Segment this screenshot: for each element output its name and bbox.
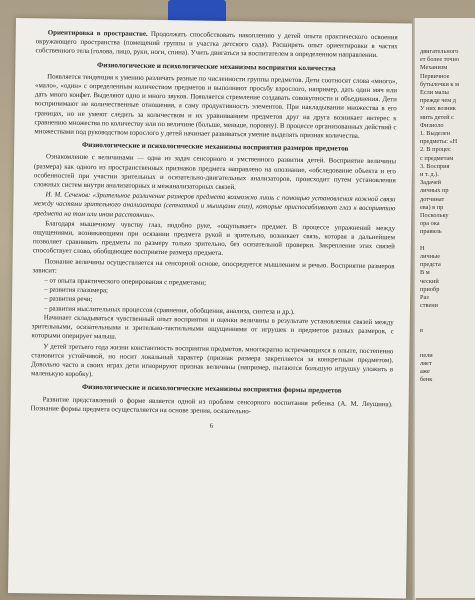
next-page-line: в xyxy=(420,326,423,334)
next-page-line: У них возник xyxy=(420,105,456,113)
list-item: – развития мыслительных процессов (сравнения, обобщения, анализа, синтеза и др.). xyxy=(43,305,295,316)
next-page-line: Н xyxy=(420,244,425,252)
next-page-line: приобр xyxy=(420,285,440,293)
next-page-line xyxy=(420,311,475,319)
next-page-line: дотчинат xyxy=(420,195,445,203)
next-page-line xyxy=(420,319,475,327)
paragraph-form: Развитие представлений о форме является одной из проблем сенсорного воспитания ребенка (А. М. Леушина). Познание формы предмета осуществляется на основе зрения, осязательно- xyxy=(30,395,393,416)
next-page-line: Если малы xyxy=(420,89,449,97)
intro-paragraph xyxy=(35,28,397,61)
paragraph-size-6: У детей третьего года жизни константность восприятия предметов, многократно встречающихся в опыте, постепенно становится устойчивой, но носит локальный характер (признак размера закрепляется за конкретным предметом). Довольно часто в своих играх дети игнорируют признак величины (например, пытаются большую игрушку уложить в маленькую коробку). xyxy=(30,342,394,379)
next-page-line: прежде чем д xyxy=(420,97,456,105)
next-page-line: ора ока xyxy=(420,220,440,228)
next-page-edge xyxy=(415,18,475,598)
list-item: – от опыта практического оперирования с предметами; xyxy=(44,277,207,287)
paragraph-size-5: Начинает складываться чувственный опыт восприятия и оценки величины в результате установления связей между зрительными, осязательными и зрительно-тактильными ощущениями от игрушек и предметов разных размеров, с которыми оперирует малыш. xyxy=(31,314,394,341)
next-page-line: 3. Восприя xyxy=(420,162,450,170)
next-page-line: личные xyxy=(420,253,441,261)
next-page-line: личных пр xyxy=(420,187,449,195)
paragraph-quantity: Появляется тенденция к умению различать разные по численности группы предметов. Дети соотносят слова «много», «мало», «один» с определенным количеством предметов и выполняют просьбу взрослого, например, дать один мяч или дать много конфет. Выделяют одно и много звуков. Появляется стремление создавать совокупности и объединения. Дети воспринимают не количественные отношения, а саму продуктивность элементов. При накладывании множества в его границах, но не умеют следить за количеством и их уравниванием предметов друг на друга возникает интерес к сравнению множества по количеству или по величине (больше, меньше, поровну). В процессе организованных действий с множествами под руководством взрослого у детей начинает развиваться умение выделять признак количества. xyxy=(34,73,398,140)
next-page-line: Механизм xyxy=(420,64,448,72)
next-page-line: предметы: «Н xyxy=(420,138,458,146)
sechenov-quote: «Зрительное различение размеров предмета возможно лишь с помощью установления кожной связи между частями зрительного анализатора (сетчаткой и мышцами глаз), которые приспосабливают глаз к восприятию предмета на том или ином расстоянии». xyxy=(33,192,396,219)
next-page-line: правиль xyxy=(420,228,442,236)
next-page-line: 2. В процес xyxy=(420,146,451,154)
list-item: – развития речи; xyxy=(44,295,93,304)
list-item: – развития глазомера; xyxy=(44,286,108,295)
next-page-line: Первичное xyxy=(420,72,450,80)
book-page xyxy=(8,18,414,599)
next-page-line: ствени xyxy=(420,302,439,310)
next-page-line xyxy=(420,237,475,245)
next-page-line: аже xyxy=(420,367,430,375)
next-page-line: ляет xyxy=(420,359,432,367)
next-page-line: ет более точно xyxy=(420,56,460,64)
next-page-line: Физиоло xyxy=(420,121,444,129)
next-page-line: бутылочки к м xyxy=(420,80,460,88)
paragraph-size-4: Познание величины осуществляется на сенсорной основе, опосредуется мышлением и речью. Восприятие размеров зависит: xyxy=(32,258,395,275)
next-page-line: 1. Выделен xyxy=(420,130,451,138)
next-page-line: Раз xyxy=(420,294,429,302)
heading-form: Физиологические и психологические механизмы восприятия формы предметов xyxy=(81,383,342,395)
heading-size: Физиологические и психологические механизмы восприятия размеров предметов xyxy=(81,141,349,153)
next-page-line: Поскольку xyxy=(420,212,449,220)
paragraph-size-2 xyxy=(33,191,395,224)
sechenov-name: И. М. Сеченов: xyxy=(45,191,91,200)
page-number: 6 xyxy=(209,422,214,430)
next-page-line: ева) в пр xyxy=(420,203,444,211)
dependency-list xyxy=(32,276,394,318)
heading-quantity: Физиологические и психологические механизмы восприятия количества xyxy=(97,60,336,73)
next-page-line xyxy=(420,343,475,351)
next-page-line: бенк xyxy=(420,376,433,384)
next-page-line: с предметам xyxy=(420,154,454,162)
intro-bold: Ориентировка в пространстве. xyxy=(47,29,148,38)
next-page-line: предста xyxy=(420,261,441,269)
next-page-line: Задачей xyxy=(420,179,442,187)
next-page-line xyxy=(420,335,475,343)
next-page-line: двигательного xyxy=(420,48,459,55)
next-page-line: ческий xyxy=(420,277,439,285)
next-page-line: мить детей с xyxy=(420,113,454,121)
paragraph-size-3: Благодаря мышечному чувству глаз, подобно руке, «ощупывает» предмет. В процессе упражнений между ощущениями, возникающими при осязании предмета рукой и зрительно, возникает связь, которая в дальнейшем позволяет сравнивать предметы по размеру только зрительно, без осязательной проверки. Закрепление этих связей способствует слово, обобщающее восприятие размера предмета. xyxy=(32,220,396,258)
next-page-line: В м xyxy=(420,269,430,277)
next-page-line: и т. д.). xyxy=(420,171,439,179)
intro-text: Продолжать способствовать накоплению у детей опыта практического освоения окружающего пространства (помещений группы и участка детского сада). Расширять опыт ориентировки в частях собственного тела (голова, лицо, руки, ноги, спина). Учить двигаться за воспитателем в определенном направлении. xyxy=(35,30,398,60)
next-page-line: пели xyxy=(420,351,433,359)
paragraph-size-1: Ознакомление с величинами — одна из задач сенсорного и умственного развития детей. Восприятие величины (размера) как одного из пространственных признаков предмета направлено на опознание, «обследование объекта и его особенностей при участии зрительных и осязательно-двигательных анализаторов, происходит путем установления сложных систем внутри анализаторных и межанализаторных связей. xyxy=(33,153,397,192)
